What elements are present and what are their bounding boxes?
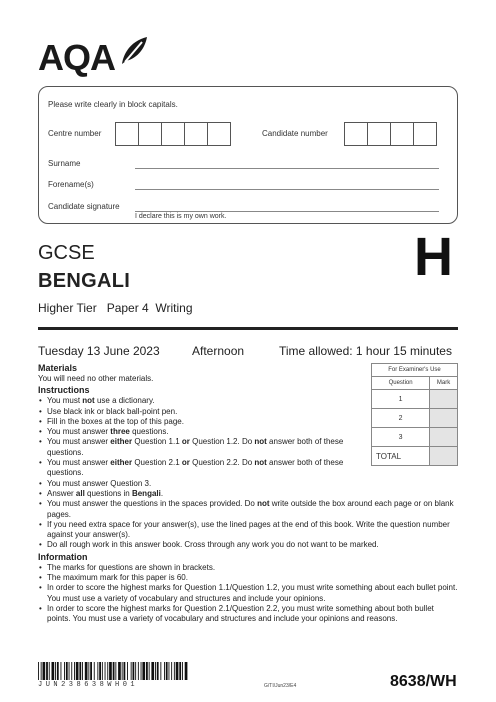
instruction-emphasis: not: [254, 458, 267, 468]
barcode-bar: [90, 662, 92, 680]
instruction-item: [38, 437, 363, 458]
barcode-bar: [49, 662, 50, 680]
document-reference: G/TI/Jun23/E4: [264, 683, 297, 689]
instruction-item: [38, 520, 458, 541]
tier-letter: H: [414, 227, 453, 287]
barcode-text: JUN238638WH01: [38, 681, 139, 689]
barcode-bar: [55, 662, 56, 680]
instruction-text: questions.: [129, 427, 169, 437]
information-item: • The maximum mark for this paper is 60.: [38, 573, 458, 583]
barcode-bar: [88, 662, 89, 680]
candidate-digit-box[interactable]: [413, 122, 437, 146]
candidate-details-box: [38, 86, 458, 224]
paper-code: 8638/WH: [390, 673, 457, 690]
instruction-text: You must answer the questions in the spaces provided. Do: [47, 499, 258, 509]
candidate-digit-box[interactable]: [367, 122, 391, 146]
instruction-text: Question 1.2. Do: [189, 437, 255, 447]
barcode-bar: [182, 662, 183, 680]
barcode-bar: [135, 662, 136, 680]
barcode-bar: [97, 662, 98, 680]
barcode-bar: [179, 662, 181, 680]
instruction-text: Question 2.1: [132, 458, 182, 468]
barcode-bar: [41, 662, 42, 680]
barcode-bar: [155, 662, 156, 680]
signature-label: Candidate signature: [48, 202, 120, 211]
total-label: TOTAL: [372, 447, 430, 466]
total-mark-cell: [430, 447, 458, 466]
candidate-number-boxes[interactable]: [345, 122, 437, 146]
barcode-bar: [113, 662, 115, 680]
barcode-bar: [71, 662, 72, 680]
instruction-text: You must answer Question 3.: [47, 478, 152, 488]
instruction-item: [38, 479, 458, 489]
instruction-item: [38, 458, 363, 479]
barcode-bar: [102, 662, 103, 680]
barcode-bar: [171, 662, 172, 680]
centre-digit-box[interactable]: [115, 122, 139, 146]
forenames-field[interactable]: [135, 189, 439, 190]
barcode-bar: [164, 662, 165, 680]
logo-text: AQA: [38, 37, 115, 78]
barcode-bar: [109, 662, 112, 680]
instruction-emphasis: not: [254, 437, 267, 447]
barcode-bar: [142, 662, 145, 680]
instruction-text: You must answer: [47, 437, 111, 447]
question-number: 3: [372, 428, 430, 447]
barcode-bar: [76, 662, 79, 680]
surname-label: Surname: [48, 159, 81, 168]
barcode-bar: [115, 662, 116, 680]
barcode-bar: [38, 662, 39, 680]
mark-cell: [430, 409, 458, 428]
instruction-emphasis: all: [75, 488, 85, 498]
barcode-bar: [138, 662, 139, 680]
candidate-digit-box[interactable]: [390, 122, 414, 146]
question-number: 1: [372, 390, 430, 409]
barcode-bar: [69, 662, 70, 680]
barcode-bar: [64, 662, 65, 680]
instruction-text: Answer: [47, 488, 76, 498]
instruction-emphasis: or: [181, 437, 190, 447]
centre-digit-box[interactable]: [138, 122, 162, 146]
instruction-item: [38, 540, 458, 550]
signature-field[interactable]: [135, 211, 439, 212]
candidate-digit-box[interactable]: [344, 122, 368, 146]
barcode-bar: [79, 662, 81, 680]
mark-cell: [430, 390, 458, 409]
barcode-bar: [174, 662, 175, 680]
barcode-bar: [43, 662, 46, 680]
barcode-bar: [105, 662, 106, 680]
centre-digit-box[interactable]: [184, 122, 208, 146]
barcode-bar: [131, 662, 132, 680]
barcode-bar: [124, 662, 126, 680]
divider-rule: [38, 327, 458, 330]
qualification-title: GCSE: [38, 242, 95, 264]
barcode-bar: [166, 662, 168, 680]
barcode-bar: [82, 662, 83, 680]
instruction-text: answer both of these questions.: [47, 437, 344, 457]
barcode-bar: [146, 662, 148, 680]
instruction-emphasis: not: [257, 499, 270, 509]
instruction-text: .: [160, 488, 164, 498]
barcode-bar: [127, 662, 128, 680]
aqa-logo: [38, 36, 148, 78]
mark-column-header: Mark: [430, 377, 458, 390]
instructions-heading: Instructions: [38, 385, 90, 396]
information-heading: Information: [38, 551, 88, 562]
candidate-number-label: Candidate number: [262, 129, 328, 138]
exam-session: Afternoon: [192, 344, 245, 358]
barcode-bar: [66, 662, 68, 680]
information-item: • In order to score the highest marks for Question 1.1/Question 1.2, you must write something about each bullet point. You must use a variety of vocabulary and structures and include your opinions.: [38, 583, 458, 604]
instruction-text: answer both of these questions.: [47, 458, 344, 478]
information-item: • The marks for questions are shown in brackets.: [38, 563, 458, 573]
question-number: 2: [372, 409, 430, 428]
instruction-text: Fill in the boxes at the top of this page.: [47, 416, 184, 426]
barcode-bar: [52, 662, 55, 680]
barcode-bar: [118, 662, 121, 680]
centre-digit-box[interactable]: [161, 122, 185, 146]
barcode: [38, 662, 188, 680]
instruction-text: Use black ink or black ball-point pen.: [47, 406, 178, 416]
materials-heading: Materials: [38, 363, 78, 373]
barcode-bar: [85, 662, 88, 680]
barcode-bar: [185, 662, 188, 680]
examiner-table-title: For Examiner's Use: [372, 364, 458, 377]
instruction-emphasis: not: [82, 396, 95, 406]
barcode-bar: [61, 662, 62, 680]
information-item: • In order to score the highest marks for Question 2.1/Question 2.2, you must write something about both bullet points. You must use a variety of vocabulary and structures and include your opinions and reasons.: [38, 604, 458, 625]
instruction-text: You must answer: [47, 427, 111, 437]
instruction-text: write outside the box around each page or on blank pages.: [47, 499, 454, 519]
instruction-text: questions in: [84, 488, 132, 498]
materials-text: You will need no other materials.: [38, 374, 154, 383]
exam-date: Tuesday 13 June 2023: [38, 344, 160, 358]
time-allowed: Time allowed: 1 hour 15 minutes: [279, 344, 452, 358]
leaf-icon: [120, 36, 148, 66]
centre-digit-box[interactable]: [207, 122, 231, 146]
instruction-text: You must answer: [47, 458, 111, 468]
instruction-item: [38, 489, 458, 499]
instruction-item: [38, 499, 458, 520]
instruction-text: Question 2.2. Do: [189, 458, 255, 468]
barcode-bar: [141, 662, 142, 680]
surname-field[interactable]: [135, 168, 439, 169]
centre-number-label: Centre number: [48, 129, 102, 138]
barcode-bar: [151, 662, 154, 680]
barcode-bar: [160, 662, 161, 680]
block-capitals-instruction: Please write clearly in block capitals.: [48, 100, 178, 109]
instruction-emphasis: three: [110, 427, 130, 437]
barcode-bar: [149, 662, 150, 680]
forenames-label: Forename(s): [48, 180, 94, 189]
centre-number-boxes[interactable]: [116, 122, 231, 146]
instruction-text: Do all rough work in this answer book. Cross through any work you do not want to be marked.: [47, 540, 379, 550]
question-column-header: Question: [372, 377, 430, 390]
information-list: [38, 563, 458, 625]
barcode-bar: [133, 662, 135, 680]
barcode-bar: [46, 662, 48, 680]
mark-cell: [430, 428, 458, 447]
instruction-text: use a dictionary.: [94, 396, 155, 406]
instruction-emphasis: either: [110, 437, 133, 447]
barcode-bar: [122, 662, 123, 680]
instruction-emphasis: or: [181, 458, 190, 468]
subject-title: BENGALI: [38, 270, 131, 292]
barcode-bar: [157, 662, 159, 680]
instruction-emphasis: either: [110, 458, 133, 468]
barcode-bar: [176, 662, 179, 680]
instruction-text: Question 1.1: [132, 437, 182, 447]
barcode-bar: [169, 662, 170, 680]
barcode-bar: [74, 662, 75, 680]
instruction-emphasis: Bengali: [131, 488, 161, 498]
examiner-use-table: [371, 363, 458, 466]
barcode-bar: [94, 662, 95, 680]
instruction-text: You must: [47, 396, 83, 406]
instruction-text: If you need extra space for your answer(s), use the lined pages at the end of this book. Write the question number against your answer(s).: [47, 519, 450, 540]
declaration-text: I declare this is my own work.: [135, 213, 227, 220]
barcode-bar: [99, 662, 101, 680]
tier-paper-line: Higher Tier Paper 4 Writing: [38, 301, 193, 315]
barcode-bar: [57, 662, 59, 680]
barcode-bar: [107, 662, 108, 680]
